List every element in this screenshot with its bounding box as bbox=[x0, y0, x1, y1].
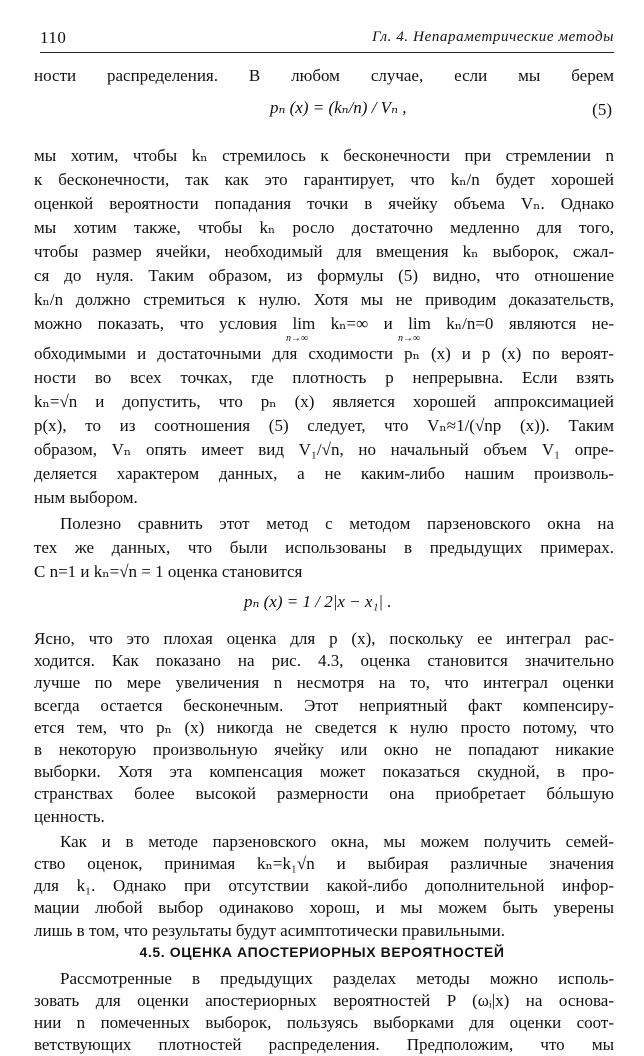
text-line: ходится. Как показано на рис. 4.3, оценка становится значительно bbox=[34, 651, 614, 671]
text-line: Как и в методе парзеновского окна, мы можем получить семей- bbox=[60, 831, 614, 851]
text-line: kₙ=√n и допустить, что pₙ (x) является хорошей аппроксимацией bbox=[34, 392, 614, 411]
text-line: мы хотим также, чтобы kₙ росло достаточно медленно для того, bbox=[34, 218, 614, 237]
limit-subscript: n→∞ bbox=[398, 333, 421, 344]
text-line: образом, Vₙ опять имеет вид V₁/√n, но начальный объем V₁ опре- bbox=[34, 440, 614, 459]
text-line: ся до нуля. Таким образом, из формулы (5) видно, что отношение bbox=[34, 266, 614, 285]
text-line: ценность. bbox=[34, 806, 105, 826]
text-line: мации любой выбор одинаково хорош, и мы можем быть уверены bbox=[34, 898, 614, 918]
text-line: мы хотим, чтобы kₙ стремилось к бесконечности при стремлении n bbox=[34, 146, 614, 165]
text-line: в некоторую произвольную ячейку или окно не попадают никакие bbox=[34, 740, 614, 759]
text-line: ности во всех точках, где плотность p непрерывна. Если взять bbox=[34, 368, 614, 387]
text-line: чтобы размер ячейки, необходимый для вмещения kₙ выборок, сжал- bbox=[34, 242, 614, 261]
text-line: обходимыми и достаточными для сходимости pₙ (x) и p (x) по вероят- bbox=[34, 344, 614, 363]
text-line: выборки. Хотя эта компенсация может показаться скудной, в про- bbox=[34, 762, 614, 782]
text-line: Полезно сравнить этот метод с методом парзеновского окна на bbox=[60, 514, 614, 533]
equation-number: (5) bbox=[592, 100, 612, 119]
page-number: 110 bbox=[40, 28, 67, 47]
header-rule bbox=[40, 52, 614, 53]
text-line: для k₁. Однако при отсутствии какой-либо дополнительной инфор- bbox=[34, 876, 614, 896]
text-line: Рассмотренные в предыдущих разделах методы можно исполь- bbox=[60, 968, 614, 988]
text-line: оценкой вероятности попадания точки в ячейку объема Vₙ. Однако bbox=[34, 194, 614, 213]
text-line: всегда остается бесконечным. Этот неприятный факт компенсиру- bbox=[34, 695, 614, 715]
text-line: лучше по мере увеличения n несмотря на то, что интеграл оценки bbox=[34, 673, 614, 693]
text-line: зовать для оценки апостериорных вероятностей P (ωᵢ|x) на основа- bbox=[34, 991, 614, 1010]
text-line: нии n помеченных выборок, пользуясь выборками для оценки соот- bbox=[34, 1013, 614, 1033]
formula-eq5: pₙ (x) = (kₙ/n) / Vₙ , bbox=[270, 98, 407, 117]
text-line: ности распределения. В любом случае, если мы берем bbox=[34, 66, 614, 85]
text-line: kₙ/n должно стремиться к нулю. Хотя мы не приводим доказательств, bbox=[34, 290, 614, 309]
page-header bbox=[40, 28, 614, 50]
text-line: p(x), то из соотношения (5) следует, что Vₙ≈1/(√np (x)). Таким bbox=[34, 416, 614, 435]
text-line: ветствующих плотностей распределения. Предположим, что мы bbox=[34, 1035, 614, 1055]
text-line: странствах более высокой размерности она приобретает бóльшую bbox=[34, 784, 614, 804]
text-line: деляется характером данных, а не каким-либо нашим произволь- bbox=[34, 464, 614, 483]
formula-pn-estimate: pₙ (x) = 1 / 2|x − x₁| . bbox=[244, 592, 392, 611]
section-heading: 4.5. ОЦЕНКА АПОСТЕРИОРНЫХ ВЕРОЯТНОСТЕЙ bbox=[139, 943, 505, 960]
text-line: ным выбором. bbox=[34, 488, 138, 507]
running-title: Гл. 4. Непараметрические методы bbox=[372, 29, 614, 45]
text-line: Ясно, что это плохая оценка для p (x), поскольку ее интеграл рас- bbox=[34, 629, 614, 648]
text-line: ется тем, что pₙ (x) никогда не сведется к нулю просто потому, что bbox=[34, 717, 614, 737]
limit-subscript: n→∞ bbox=[286, 333, 309, 344]
text-line: ство оценок, принимая kₙ=k₁√n и выбирая различные значения bbox=[34, 854, 614, 873]
text-line: лишь в том, что результаты будут асимптотически правильными. bbox=[34, 920, 506, 940]
text-line: тех же данных, что были использованы в предыдущих примерах. bbox=[34, 538, 614, 557]
text-line: С n=1 и kₙ=√n = 1 оценка становится bbox=[34, 562, 303, 581]
text-line: к бесконечности, так как это гарантирует, что kₙ/n будет хорошей bbox=[34, 170, 614, 189]
text-line: можно показать, что условия lim kₙ=∞ и lim kₙ/n=0 являются не- bbox=[34, 314, 614, 333]
